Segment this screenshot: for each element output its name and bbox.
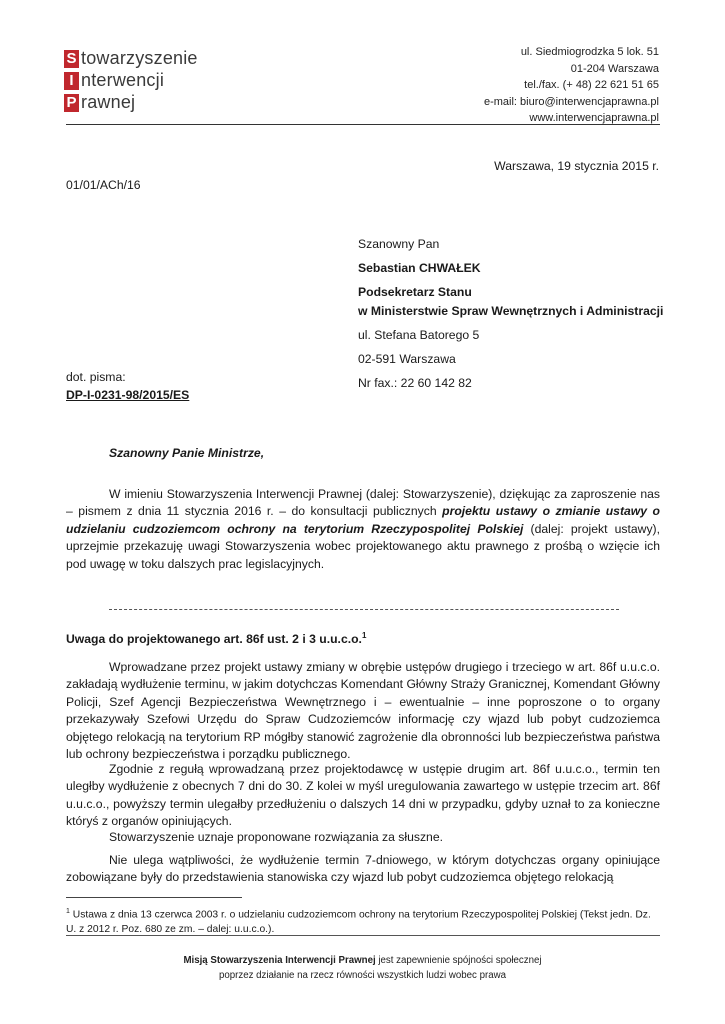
logo-text: towarzyszenie — [81, 48, 198, 68]
body-paragraph: Wprowadzane przez projekt ustawy zmiany w obrębie ustępów drugiego i trzeciego w art. 86f u.u.c.o. zakładają wydłużenie terminu, w jakim dotychczas Komendant Główny Straży Granicznej, Komendant Główny Policji, Szef Agencji Bezpieczeństwa Wewnętrznego i – ewentualnie – inne poproszone o to organy przekazywały Szefowi Urzędu do Spraw Cudzoziemców informację czy wjazd lub pobyt cudzoziemca objętego relokacją na terytorium RP mógłby stanowić zagrożenie dla obronności lub bezpieczeństwa państwa lub ochrony bezpieczeństwa i porządku publicznego. — [66, 660, 660, 762]
header-divider — [66, 124, 660, 125]
body-paragraph: Nie ulega wątpliwości, że wydłużenie termin 7-dniowego, w którym dotychczas organy opiniujące zobowiązane były do przedstawienia stanowiska czy wjazd lub pobyt cudzoziemca objętego relokacją — [66, 853, 660, 885]
footer-line-2: poprzez działanie na rzecz równości wszystkich ludzi wobec prawa — [219, 970, 506, 981]
intro-text-end: (dalej: projekt ustawy), uprzejmie przekazuję uwagi Stowarzyszenia wobec projektowanego aktu prawnego z prośbą o wzięcie ich pod uwagę w toku dalszych prac legislacyjnych. — [66, 521, 661, 571]
footnote-text: Ustawa z dnia 13 czerwca 2003 r. o udzielaniu cudzoziemcom ochrony na terytorium Rzeczypospolitej Polskiej (Tekst jedn. Dz. U. z 2012 r. Poz. 680 ze zm. – dalej: u.u.c.o.). — [66, 909, 651, 936]
intro-bill-title: projektu ustawy o zmianie ustawy o udzielaniu cudzoziemcom ochrony na terytorium Rzeczypospolitej Polskiej — [66, 504, 660, 536]
logo-letter-box: P — [64, 94, 79, 112]
recipient-street: ul. Stefana Batorego 5 — [358, 328, 480, 342]
contact-phone: tel./fax. (+ 48) 22 621 51 65 — [524, 79, 659, 91]
recipient-position: Podsekretarz Stanu — [358, 285, 472, 299]
intro-paragraph — [66, 486, 660, 573]
footnote — [66, 904, 660, 937]
contact-address: ul. Siedmiogrodzka 5 lok. 51 — [520, 46, 659, 58]
logo-row — [64, 70, 198, 91]
logo-row — [64, 48, 198, 69]
contact-block — [484, 44, 659, 127]
letter-date: Warszawa, 19 stycznia 2015 r. — [494, 159, 659, 173]
footer-divider — [66, 935, 660, 936]
contact-city: 01-204 Warszawa — [570, 62, 659, 75]
logo-letter-box: S — [64, 50, 79, 68]
organization-logo — [64, 48, 198, 114]
page-footer — [0, 953, 725, 983]
section-heading-text: Uwaga do projektowanego art. 86f ust. 2 i 3 u.u.c.o. — [66, 632, 362, 647]
recipient-ministry: w Ministerstwie Spraw Wewnętrznych i Administracji — [358, 304, 664, 318]
logo-letter-box: I — [64, 72, 79, 90]
contact-website: www.interwencjaprawna.pl — [529, 112, 659, 124]
body-paragraph: Stowarzyszenie uznaje proponowane rozwiązania za słuszne. — [109, 830, 443, 844]
footnote-divider — [66, 897, 242, 898]
section-heading — [66, 631, 366, 646]
footer-mission-org: Misją Stowarzyszenia Interwencji Prawnej — [183, 955, 376, 966]
recipient-block — [358, 235, 663, 393]
logo-text: rawnej — [81, 92, 136, 112]
regarding-number: DP-I-0231-98/2015/ES — [66, 388, 190, 402]
logo-row — [64, 92, 198, 113]
regarding-label: dot. pisma: — [66, 370, 126, 384]
recipient-salutation: Szanowny Pan — [358, 237, 440, 251]
recipient-fax: Nr fax.: 22 60 142 82 — [358, 376, 472, 390]
recipient-city: 02-591 Warszawa — [358, 352, 456, 366]
contact-email: e-mail: biuro@interwencjaprawna.pl — [483, 95, 659, 108]
footer-line-1 — [0, 953, 725, 968]
logo-text: nterwencji — [81, 70, 165, 90]
regarding-block — [66, 368, 189, 404]
footnote-number: 1 — [66, 908, 70, 915]
recipient-name: Sebastian CHWAŁEK — [358, 261, 481, 275]
letter-reference: 01/01/ACh/16 — [66, 178, 141, 192]
body-paragraph: Zgodnie z regułą wprowadzaną przez projektodawcę w ustępie drugim art. 86f u.u.c.o., termin ten uległby wydłużenie z obecnych 7 dni do 30. Z kolei w myśl uregulowania zawartego w ustępie trzecim art. 86f u.u.c.o., powyższy termin ulegałby przedłużeniu o dalszych 14 dni w przypadku, gdyby uznał to za konieczne któryś z organów opiniujących. — [66, 762, 660, 829]
section-separator — [109, 609, 619, 610]
footer-mission-text: jest zapewnienie spójności społecznej — [375, 955, 542, 966]
footnote-reference: 1 — [361, 631, 367, 640]
letter-greeting: Szanowny Panie Ministrze, — [109, 446, 265, 460]
intro-text: W imieniu Stowarzyszenia Interwencji Prawnej (dalej: Stowarzyszenie), dziękując za zaproszenie nas – pismem z dnia 11 stycznia 2016 r. – do konsultacji publicznych — [66, 487, 660, 519]
